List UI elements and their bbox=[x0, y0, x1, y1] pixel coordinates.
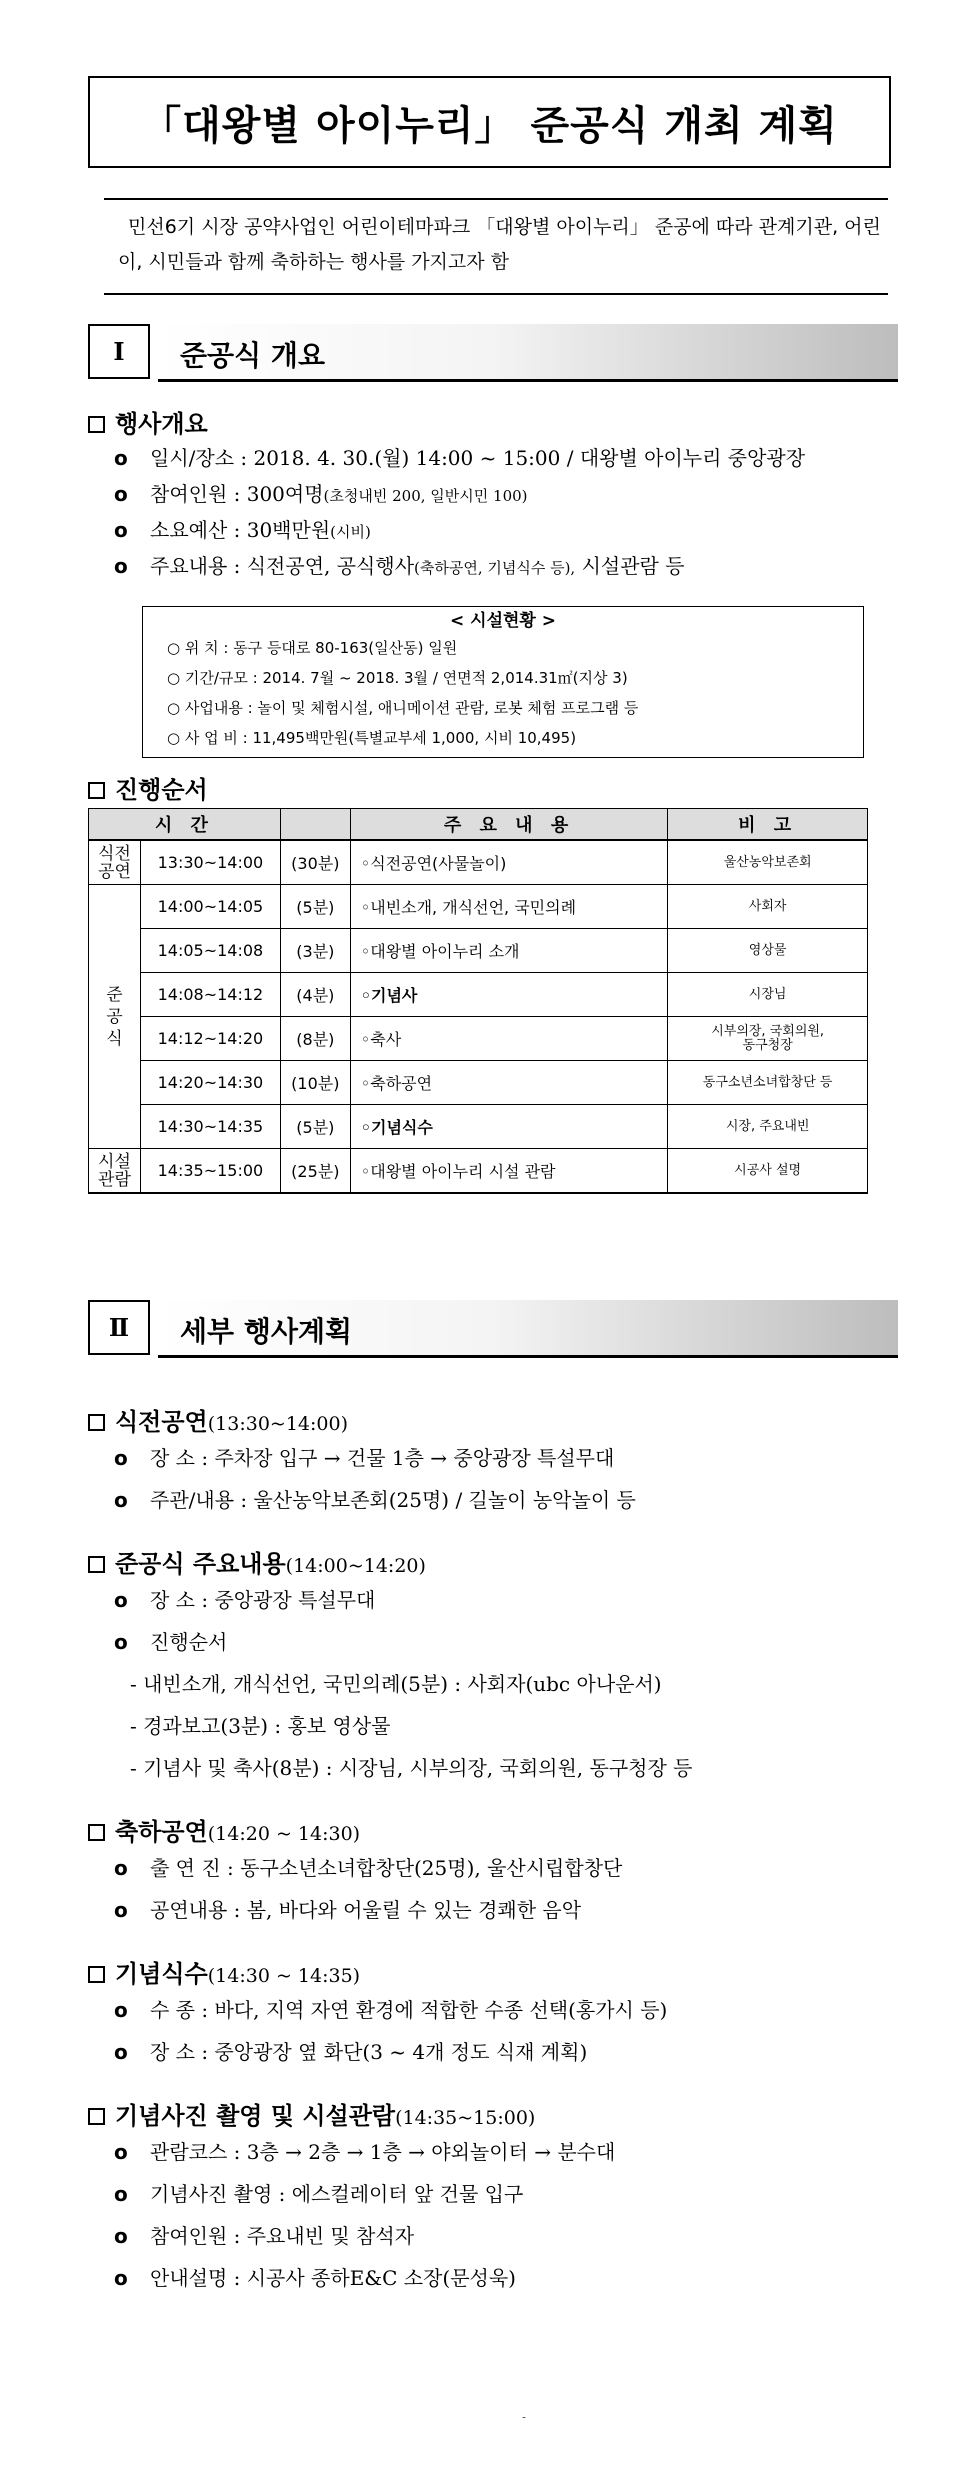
note-cell: 시장님 bbox=[668, 973, 868, 1017]
overview-heading: 행사개요 bbox=[88, 404, 208, 439]
duration-cell: (4분) bbox=[280, 973, 350, 1017]
note-cell: 시장, 주요내빈 bbox=[668, 1105, 868, 1149]
circle-bullet-icon: o bbox=[114, 2040, 128, 2064]
content-cell: ◦대왕별 아이누리 소개 bbox=[350, 929, 668, 973]
overview-item: o 참여인원 : 300여명(초청내빈 200, 일반시민 100) bbox=[114, 482, 528, 506]
facility-line: ○ 기간/규모 : 2014. 7월 ~ 2018. 3월 / 연면적 2,014.31㎡(지상 3) bbox=[167, 669, 628, 687]
content-cell: ◦축하공연 bbox=[350, 1061, 668, 1105]
intro-top-rule bbox=[104, 198, 888, 200]
checkbox-square-icon bbox=[88, 1556, 105, 1573]
block-heading: 식전공연(13:30~14:00) bbox=[88, 1402, 348, 1437]
time-cell: 14:30~14:35 bbox=[140, 1105, 280, 1149]
block-item: o 장 소 : 주차장 입구 → 건물 1층 → 중앙광장 특설무대 bbox=[114, 1446, 615, 1470]
content-cell: ◦대왕별 아이누리 시설 관람 bbox=[350, 1149, 668, 1194]
duration-cell: (8분) bbox=[280, 1017, 350, 1061]
table-row bbox=[89, 885, 868, 929]
section-1-header bbox=[88, 324, 898, 381]
time-cell: 14:00~14:05 bbox=[140, 885, 280, 929]
facility-line: ○ 사 업 비 : 11,495백만원(특별교부세 1,000, 시비 10,495) bbox=[167, 729, 577, 747]
block-item: o 진행순서 bbox=[114, 1630, 228, 1654]
duration-cell: (5분) bbox=[280, 885, 350, 929]
time-cell: 14:12~14:20 bbox=[140, 1017, 280, 1061]
duration-cell: (3분) bbox=[280, 929, 350, 973]
content-cell: ◦기념식수 bbox=[350, 1105, 668, 1149]
checkbox-square-icon bbox=[88, 416, 105, 433]
circle-bullet-icon: o bbox=[114, 554, 128, 578]
circle-bullet-icon: o bbox=[114, 1488, 128, 1512]
duration-cell: (30분) bbox=[280, 840, 350, 885]
checkbox-square-icon bbox=[88, 1414, 105, 1431]
block-dash-item: - 경과보고(3분) : 홍보 영상물 bbox=[130, 1714, 391, 1738]
circle-bullet-icon: o bbox=[114, 2140, 128, 2164]
content-cell: ◦축사 bbox=[350, 1017, 668, 1061]
overview-item: o 주요내용 : 식전공연, 공식행사(축하공연, 기념식수 등), 시설관람 등 bbox=[114, 554, 685, 578]
overview-item: o 소요예산 : 30백만원(시비) bbox=[114, 518, 371, 542]
category-cell: 준 공 식 bbox=[89, 885, 141, 1149]
checkbox-square-icon bbox=[88, 1824, 105, 1841]
circle-bullet-icon: o bbox=[114, 518, 128, 542]
table-row bbox=[89, 973, 868, 1017]
circle-bullet-icon: o bbox=[114, 446, 128, 470]
facility-line: ○ 사업내용 : 놀이 및 체험시설, 애니메이션 관람, 로봇 체험 프로그램 등 bbox=[167, 699, 639, 717]
block-heading: 기념식수(14:30 ~ 14:35) bbox=[88, 1954, 360, 1989]
checkbox-square-icon bbox=[88, 782, 105, 799]
block-item: o 관람코스 : 3층 → 2층 → 1층 → 야외놀이터 → 분수대 bbox=[114, 2140, 616, 2164]
table-row bbox=[89, 1105, 868, 1149]
content-cell: ◦식전공연(사물놀이) bbox=[350, 840, 668, 885]
time-cell: 13:30~14:00 bbox=[140, 840, 280, 885]
content-cell: ◦기념사 bbox=[350, 973, 668, 1017]
block-item: o 참여인원 : 주요내빈 및 참석자 bbox=[114, 2224, 415, 2248]
note-cell: 영상물 bbox=[668, 929, 868, 973]
time-cell: 14:20~14:30 bbox=[140, 1061, 280, 1105]
block-dash-item: - 기념사 및 축사(8분) : 시장님, 시부의장, 국회의원, 동구청장 등 bbox=[130, 1756, 693, 1780]
table-row bbox=[89, 929, 868, 973]
block-item: o 장 소 : 중앙광장 특설무대 bbox=[114, 1588, 376, 1612]
block-item: o 장 소 : 중앙광장 옆 화단(3 ~ 4개 정도 식재 계획) bbox=[114, 2040, 588, 2064]
schedule-table bbox=[88, 808, 868, 1194]
block-item: o 안내설명 : 시공사 종하E&C 소장(문성욱) bbox=[114, 2266, 516, 2290]
time-cell: 14:08~14:12 bbox=[140, 973, 280, 1017]
facility-line: ○ 위 치 : 동구 등대로 80-163(일산동) 일원 bbox=[167, 639, 458, 657]
circle-bullet-icon: o bbox=[114, 1446, 128, 1470]
block-item: o 수 종 : 바다, 지역 자연 환경에 적합한 수종 선택(홍가시 등) bbox=[114, 1998, 668, 2022]
block-item: o 출 연 진 : 동구소년소녀합창단(25명), 울산시립합창단 bbox=[114, 1856, 623, 1880]
facility-title: < 시설현황 > bbox=[449, 611, 556, 631]
block-heading: 준공식 주요내용(14:00~14:20) bbox=[88, 1544, 426, 1579]
duration-cell: (10분) bbox=[280, 1061, 350, 1105]
block-item: o 기념사진 촬영 : 에스컬레이터 앞 건물 입구 bbox=[114, 2182, 524, 2206]
time-cell: 14:05~14:08 bbox=[140, 929, 280, 973]
page-title: 「대왕별 아이누리」 준공식 개최 계획 bbox=[88, 76, 891, 168]
block-heading: 기념사진 촬영 및 시설관람(14:35~15:00) bbox=[88, 2096, 535, 2131]
circle-bullet-icon: o bbox=[114, 1998, 128, 2022]
block-item: o 주관/내용 : 울산농악보존회(25명) / 길놀이 농악놀이 등 bbox=[114, 1488, 636, 1512]
time-cell: 14:35~15:00 bbox=[140, 1149, 280, 1194]
block-item: o 공연내용 : 봄, 바다와 어울릴 수 있는 경쾌한 음악 bbox=[114, 1898, 582, 1922]
footer-mark: - bbox=[522, 2410, 527, 2424]
section-2-number: Ⅱ bbox=[88, 1300, 150, 1355]
table-row bbox=[89, 840, 868, 885]
table-header-row bbox=[89, 809, 868, 841]
block-dash-item: - 내빈소개, 개식선언, 국민의례(5분) : 사회자(ubc 아나운서) bbox=[130, 1672, 662, 1696]
note-cell: 울산농악보존회 bbox=[668, 840, 868, 885]
circle-bullet-icon: o bbox=[114, 1856, 128, 1880]
header-diagonal bbox=[280, 809, 350, 841]
section-1-number: Ⅰ bbox=[88, 324, 150, 379]
circle-bullet-icon: o bbox=[114, 1588, 128, 1612]
content-cell: ◦내빈소개, 개식선언, 국민의례 bbox=[350, 885, 668, 929]
circle-bullet-icon: o bbox=[114, 2182, 128, 2206]
block-heading: 축하공연(14:20 ~ 14:30) bbox=[88, 1812, 360, 1847]
table-row bbox=[89, 1017, 868, 1061]
circle-bullet-icon: o bbox=[114, 1898, 128, 1922]
overview-item: o 일시/장소 : 2018. 4. 30.(월) 14:00 ~ 15:00 / 대왕별 아이누리 중앙광장 bbox=[114, 446, 806, 470]
section-2-header bbox=[88, 1300, 898, 1357]
intro-bottom-rule bbox=[104, 293, 888, 295]
section-2-rule bbox=[158, 1355, 898, 1358]
duration-cell: (25분) bbox=[280, 1149, 350, 1194]
note-cell: 시공사 설명 bbox=[668, 1149, 868, 1194]
table-row bbox=[89, 1149, 868, 1194]
checkbox-square-icon bbox=[88, 2108, 105, 2125]
duration-cell: (5분) bbox=[280, 1105, 350, 1149]
circle-bullet-icon: o bbox=[114, 482, 128, 506]
schedule-heading: 진행순서 bbox=[88, 770, 208, 805]
category-cell: 식전 공연 bbox=[89, 840, 141, 885]
circle-bullet-icon: o bbox=[114, 2224, 128, 2248]
note-cell: 시부의장, 국회의원, 동구청장 bbox=[668, 1017, 868, 1061]
header-content: 주 요 내 용 bbox=[350, 809, 668, 841]
circle-bullet-icon: o bbox=[114, 1630, 128, 1654]
note-cell: 사회자 bbox=[668, 885, 868, 929]
intro-paragraph: 민선6기 시장 공약사업인 어린이테마파크 「대왕별 아이누리」 준공에 따라 관계기관, 어린이, 시민들과 함께 축하하는 행사를 가지고자 함 bbox=[118, 216, 881, 273]
note-cell: 동구소년소녀합창단 등 bbox=[668, 1061, 868, 1105]
facility-status-box bbox=[142, 606, 864, 758]
section-1-rule bbox=[158, 379, 898, 382]
circle-bullet-icon: o bbox=[114, 2266, 128, 2290]
header-note: 비 고 bbox=[668, 809, 868, 841]
section-1-title: 준공식 개요 bbox=[180, 339, 325, 372]
table-row bbox=[89, 1061, 868, 1105]
checkbox-square-icon bbox=[88, 1966, 105, 1983]
category-cell: 시설 관람 bbox=[89, 1149, 141, 1194]
section-2-title: 세부 행사계획 bbox=[180, 1315, 353, 1348]
header-time: 시 간 bbox=[89, 809, 281, 841]
